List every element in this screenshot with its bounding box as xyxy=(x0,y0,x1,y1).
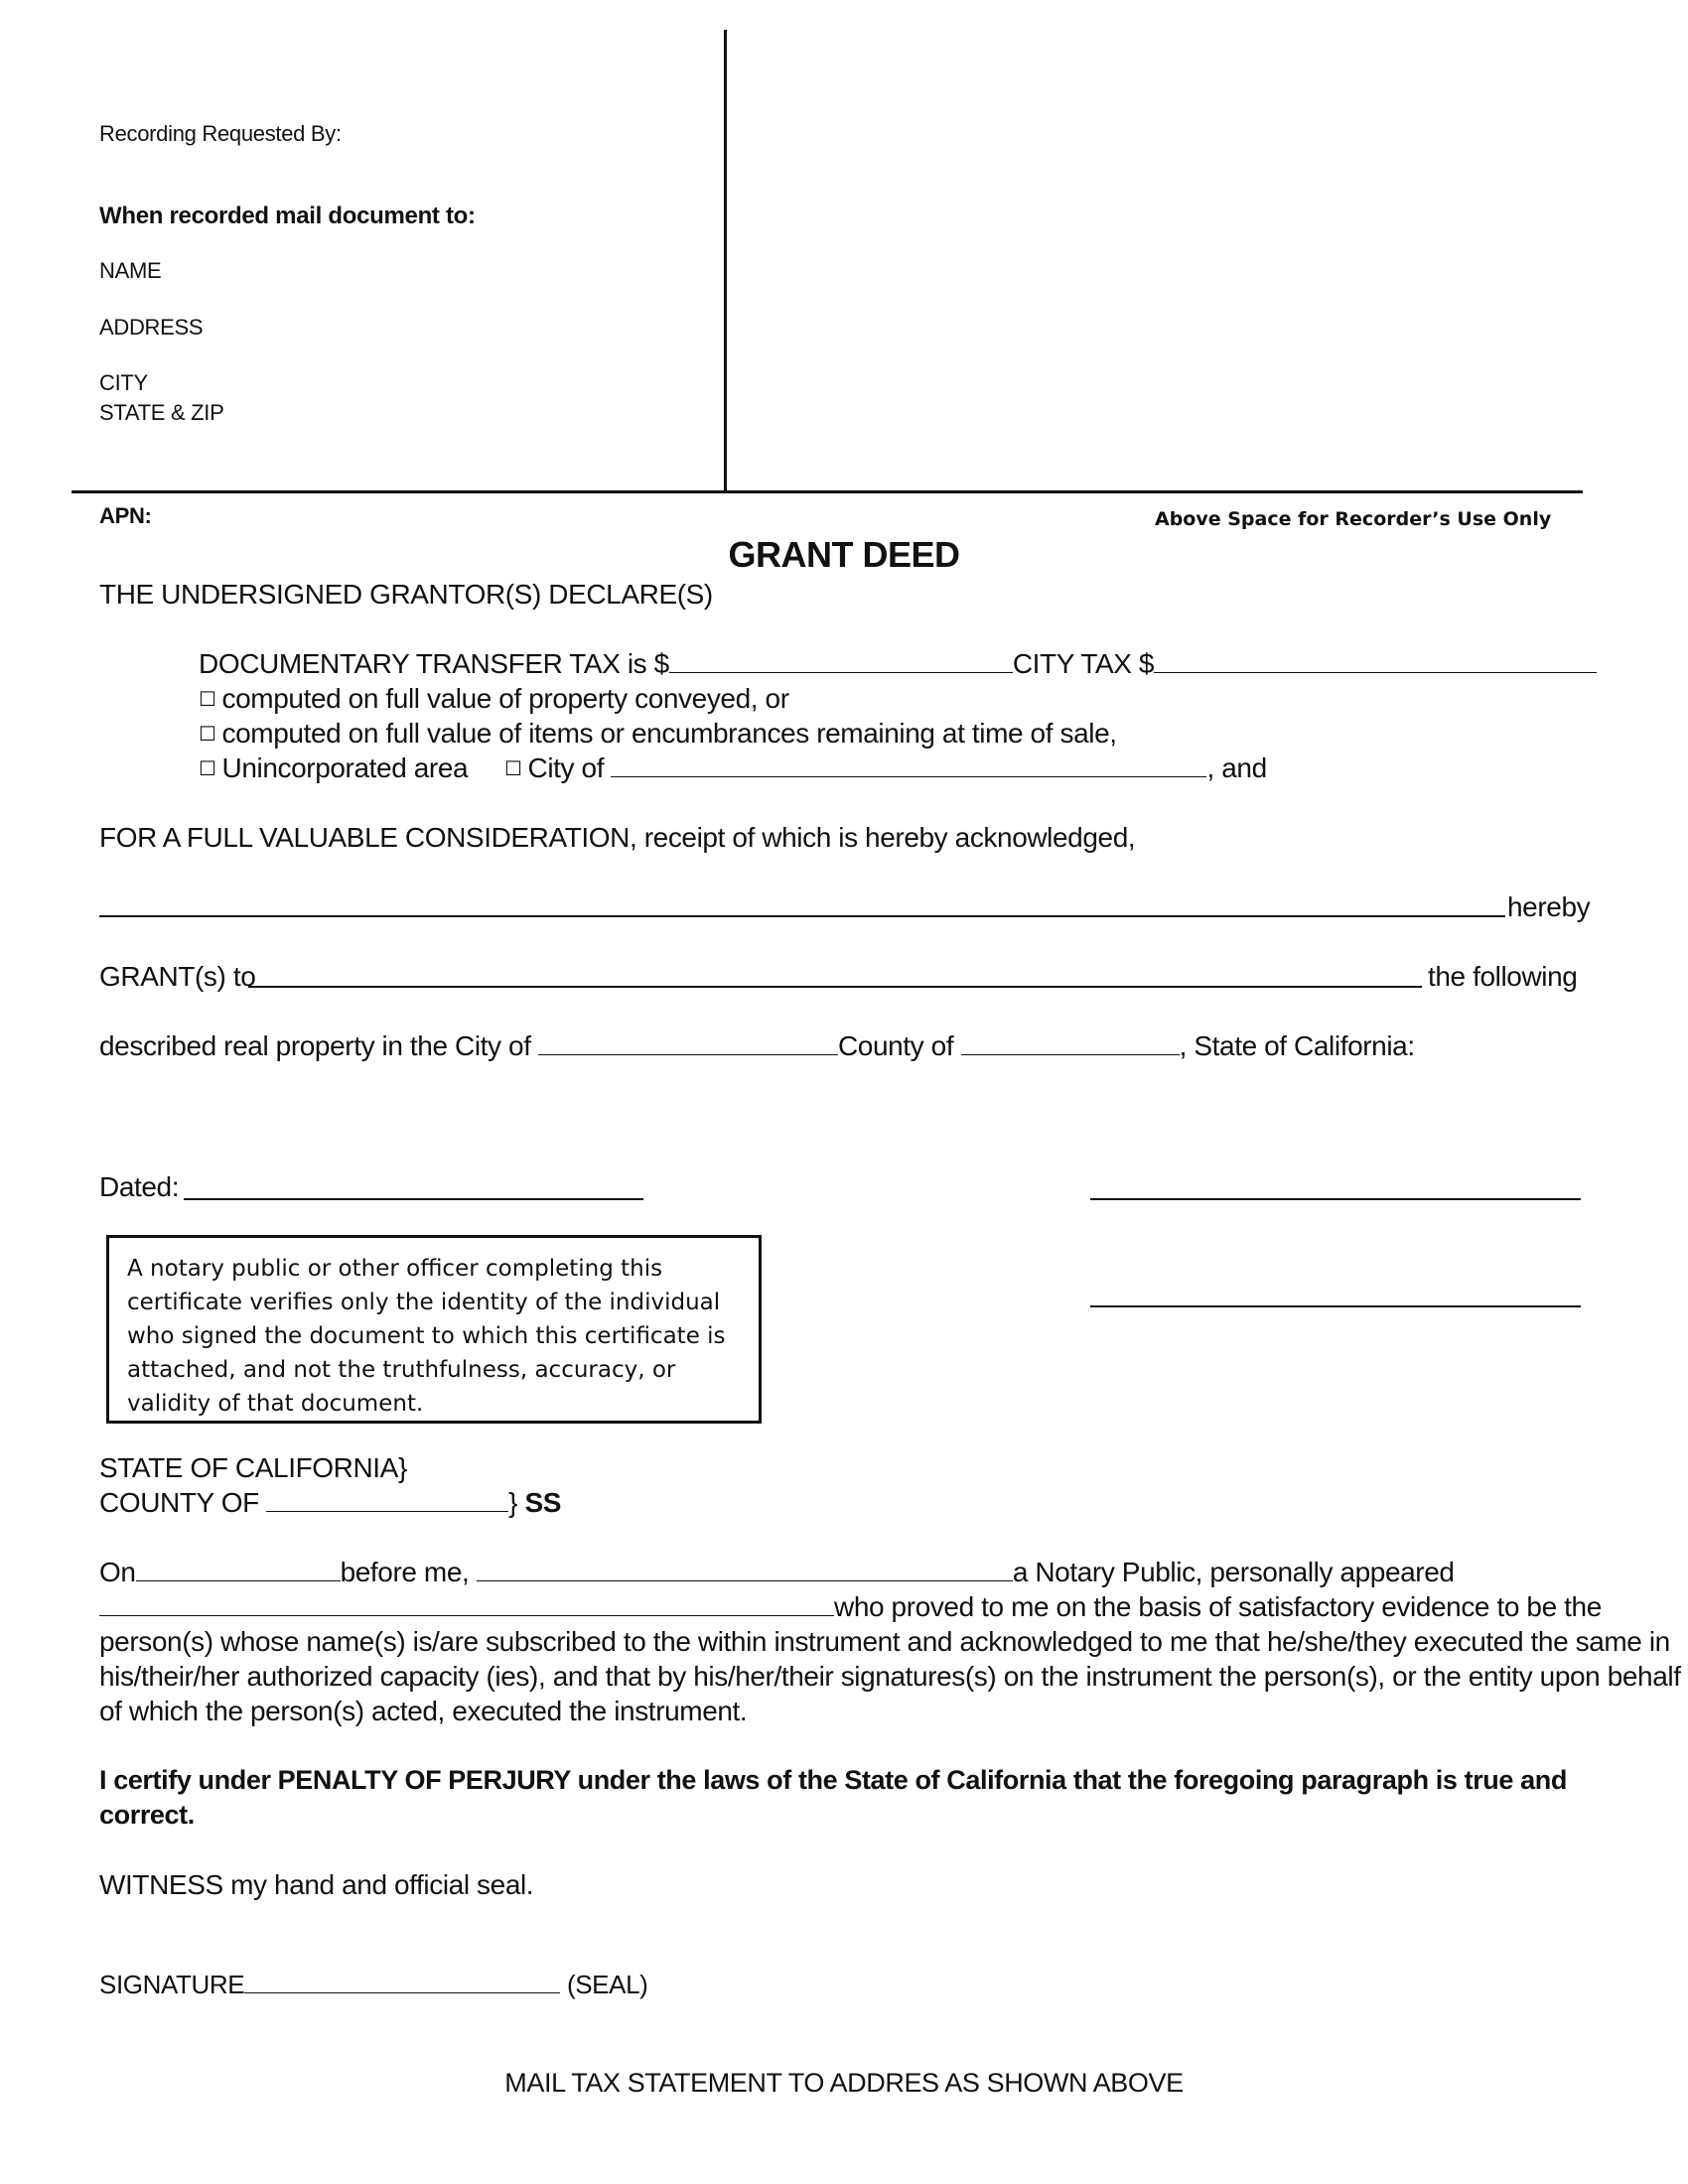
property-state-text: , State of California: xyxy=(1179,1030,1415,1061)
ack-line-3: person(s) whose name(s) is/are subscribed to the within instrument and acknowledged to me that he/she/they executed the same in xyxy=(99,1626,1670,1657)
property-city-label: described real property in the City of xyxy=(99,1030,531,1061)
the-following-text: the following xyxy=(1428,961,1578,992)
before-me-label: before me, xyxy=(340,1557,470,1587)
city-of-label: City of xyxy=(527,752,605,783)
consideration-line: FOR A FULL VALUABLE CONSIDERATION, receipt of which is hereby acknowledged, xyxy=(99,822,1136,853)
county-brace: } xyxy=(508,1487,518,1518)
declare-line: THE UNDERSIGNED GRANTOR(S) DECLARE(S) xyxy=(99,579,713,610)
certify-line-1: I certify under PENALTY OF PERJURY under the laws of the State of California that the foregoing paragraph is true and xyxy=(99,1765,1567,1795)
dated-label: Dated: xyxy=(99,1171,180,1202)
notary-disclaimer-box xyxy=(106,1235,762,1424)
city-tax-field[interactable] xyxy=(1154,648,1597,673)
witness-line: WITNESS my hand and official seal. xyxy=(99,1869,534,1900)
full-value-label: computed on full value of property conveyed, or xyxy=(221,683,789,714)
seal-label: (SEAL) xyxy=(566,1970,648,1999)
tax-option-encumbrances xyxy=(199,718,1117,750)
recorder-divider-vertical xyxy=(724,30,727,493)
notary-disclaimer-text: A notary public or other officer completing this certificate verifies only the identity of the individual who signed the document to which this certificate is attached, and not the truthfulness, accuracy, or validity of that document. xyxy=(127,1256,726,1417)
grants-to-label: GRANT(s) to xyxy=(99,961,256,992)
tax-option-city xyxy=(504,752,1267,784)
dated-field[interactable] xyxy=(184,1198,643,1200)
property-line xyxy=(99,1030,1415,1062)
on-label: On xyxy=(99,1557,136,1587)
appeared-person-line xyxy=(99,1591,1602,1623)
who-proved-text: who proved to me on the basis of satisfactory evidence to be the xyxy=(834,1591,1602,1622)
property-county-field[interactable] xyxy=(961,1030,1180,1055)
grantor-signature-line-1[interactable] xyxy=(1090,1198,1581,1200)
mail-to-heading: When recorded mail document to: xyxy=(99,203,476,229)
signature-row xyxy=(99,1969,647,2000)
ack-line-4: his/their/her authorized capacity (ies), and that by his/her/their signatures(s) on the instrument the person(s), or the entity upon behalf xyxy=(99,1661,1681,1692)
state-of-california: STATE OF CALIFORNIA} xyxy=(99,1452,407,1483)
appeared-person-field[interactable] xyxy=(99,1591,834,1616)
grantor-signature-line-2[interactable] xyxy=(1090,1305,1581,1307)
hereby-text: hereby xyxy=(1507,891,1591,922)
county-of-label: COUNTY OF xyxy=(99,1487,259,1518)
notary-appeared-text: a Notary Public, personally appeared xyxy=(1012,1557,1455,1587)
checkbox-city-of[interactable]: ☐ xyxy=(504,756,522,780)
address-label: ADDRESS xyxy=(99,315,204,340)
ack-line-5: of which the person(s) acted, executed the instrument. xyxy=(99,1696,748,1726)
recorder-divider-horizontal xyxy=(71,490,1583,493)
grantor-name-field[interactable] xyxy=(99,915,1505,917)
notary-name-field[interactable] xyxy=(477,1557,1013,1581)
footer-note: MAIL TAX STATEMENT TO ADDRES AS SHOWN ABOVE xyxy=(504,2068,1184,2098)
recorder-note: Above Space for Recorder’s Use Only xyxy=(1155,508,1552,530)
city-of-field[interactable] xyxy=(611,752,1206,777)
city-label: CITY xyxy=(99,370,148,395)
and-text: , and xyxy=(1206,752,1267,783)
city-tax-label: CITY TAX $ xyxy=(1012,648,1155,679)
certify-line-2: correct. xyxy=(99,1800,195,1830)
unincorporated-label: Unincorporated area xyxy=(221,752,469,783)
apn-label: APN: xyxy=(99,503,152,528)
transfer-tax-row xyxy=(199,648,1597,680)
notary-signature-field[interactable] xyxy=(244,1969,560,1993)
doc-tax-field[interactable] xyxy=(669,648,1013,673)
state-zip-label: STATE & ZIP xyxy=(99,400,224,425)
doc-tax-label: DOCUMENTARY TRANSFER TAX is $ xyxy=(199,648,669,679)
checkbox-encumbrances[interactable]: ☐ xyxy=(199,722,216,746)
checkbox-full-value[interactable]: ☐ xyxy=(199,687,216,711)
page-title: GRANT DEED xyxy=(728,534,960,575)
on-date-field[interactable] xyxy=(136,1557,341,1581)
name-label: NAME xyxy=(99,258,162,283)
county-of-line xyxy=(99,1487,561,1519)
tax-option-area xyxy=(199,752,468,784)
tax-option-full-value xyxy=(199,683,789,715)
signature-label: SIGNATURE xyxy=(99,1970,245,1999)
county-of-field[interactable] xyxy=(266,1487,508,1512)
ss-label: SS xyxy=(524,1487,562,1518)
property-county-label: County of xyxy=(837,1030,954,1061)
checkbox-unincorporated[interactable]: ☐ xyxy=(199,756,216,780)
grantee-name-field[interactable] xyxy=(248,986,1422,988)
recording-requested-by: Recording Requested By: xyxy=(99,121,342,146)
property-city-field[interactable] xyxy=(538,1030,838,1055)
encumbrances-label: computed on full value of items or encumbrances remaining at time of sale, xyxy=(221,718,1117,749)
on-before-me-line xyxy=(99,1557,1455,1588)
